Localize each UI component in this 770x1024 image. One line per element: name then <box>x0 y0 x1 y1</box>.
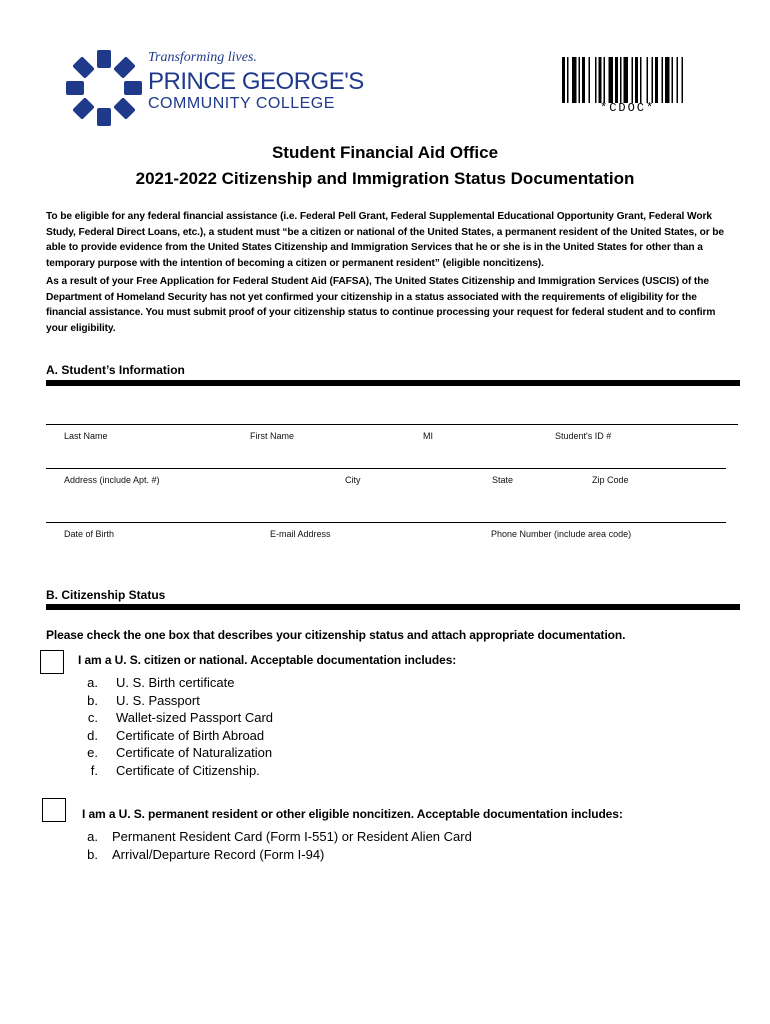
phone-field[interactable]: Phone Number (include area code) <box>491 529 632 539</box>
section-b-heading: B. Citizenship Status <box>46 588 166 602</box>
citizenship-instruction: Please check the one box that describes your citizenship status and attach appropriate documentation. <box>46 628 626 642</box>
fafsa-paragraph: As a result of your Free Application for Federal Student Aid (FAFSA), The United States Citizenship and Immigration Services (USCIS) of the Department of Homeland Security has not yet confirmed your citizenship in a status associated with the requirements of eligibility for the financial assistance. You must submit proof of your citizenship status to continue processing your request for federal student and to confirm your eligibility. <box>46 276 716 334</box>
list-item: b. Arrival/Departure Record (Form I-94) <box>87 846 325 862</box>
form-title: 2021-2022 Citizenship and Immigration Status Documentation <box>135 169 635 188</box>
citizen-option-heading: I am a U. S. citizen or national. Acceptable documentation includes: <box>78 653 457 667</box>
zip-field[interactable]: Zip Code <box>592 475 629 485</box>
row2-line <box>46 468 726 469</box>
last-name-field[interactable]: Last Name <box>64 431 108 441</box>
office-title: Student Financial Aid Office <box>271 143 499 162</box>
citizen-checkbox[interactable] <box>40 650 64 674</box>
city-field[interactable]: City <box>345 475 361 485</box>
section-a-rule <box>46 380 740 386</box>
email-field[interactable]: E-mail Address <box>270 529 331 539</box>
section-b-rule <box>46 604 740 610</box>
noncitizen-doc-list <box>78 829 538 869</box>
list-item: c. Wallet-sized Passport Card <box>87 710 274 725</box>
first-name-field[interactable]: First Name <box>250 431 295 441</box>
list-item: a. U. S. Birth certificate <box>87 675 235 690</box>
eligibility-paragraph: To be eligible for any federal financial assistance (i.e. Federal Pell Grant, Federal Supplemental Educational Opportunity Grant, Federal Work Study, Federal Direct Loans, etc.), a student must “be a citizen or national of the United States, a permanent resident of the United States, or be able to provide evidence from the United States Citizenship and Immigration Services that he or she is in the United States for other than a temporary purpose with the intention of becoming a citizen or permanent resident” (eligible noncitizens). <box>46 211 724 269</box>
list-item: e. Certificate of Naturalization <box>87 745 273 760</box>
address-field[interactable]: Address (include Apt. #) <box>64 475 160 485</box>
noncitizen-checkbox[interactable] <box>42 798 66 822</box>
section-a-heading: A. Student’s Information <box>46 363 185 377</box>
dob-field[interactable]: Date of Birth <box>64 529 115 539</box>
college-subtitle: COMMUNITY COLLEGE <box>148 95 335 112</box>
mi-field[interactable]: MI <box>423 431 433 441</box>
barcode-icon <box>562 57 722 103</box>
list-item: f. Certificate of Citizenship. <box>90 762 260 778</box>
college-logo-icon <box>64 48 144 128</box>
list-item: b. U. S. Passport <box>87 692 200 708</box>
student-id-field[interactable]: Student's ID # <box>555 431 612 441</box>
state-field[interactable]: State <box>492 475 514 485</box>
college-name: PRINCE GEORGE'S <box>148 68 364 95</box>
list-item: a. Permanent Resident Card (Form I-551) or Resident Alien Card <box>87 829 472 844</box>
barcode-text: *CDOC* <box>600 101 656 115</box>
college-tagline: Transforming lives. <box>148 50 257 65</box>
row3-line <box>46 522 726 523</box>
row1-line <box>46 424 738 425</box>
noncitizen-option-heading: I am a U. S. permanent resident or other eligible noncitizen. Acceptable documentation includes: <box>82 807 623 821</box>
citizen-doc-list <box>78 675 378 785</box>
list-item: d. Certificate of Birth Abroad <box>87 727 265 743</box>
